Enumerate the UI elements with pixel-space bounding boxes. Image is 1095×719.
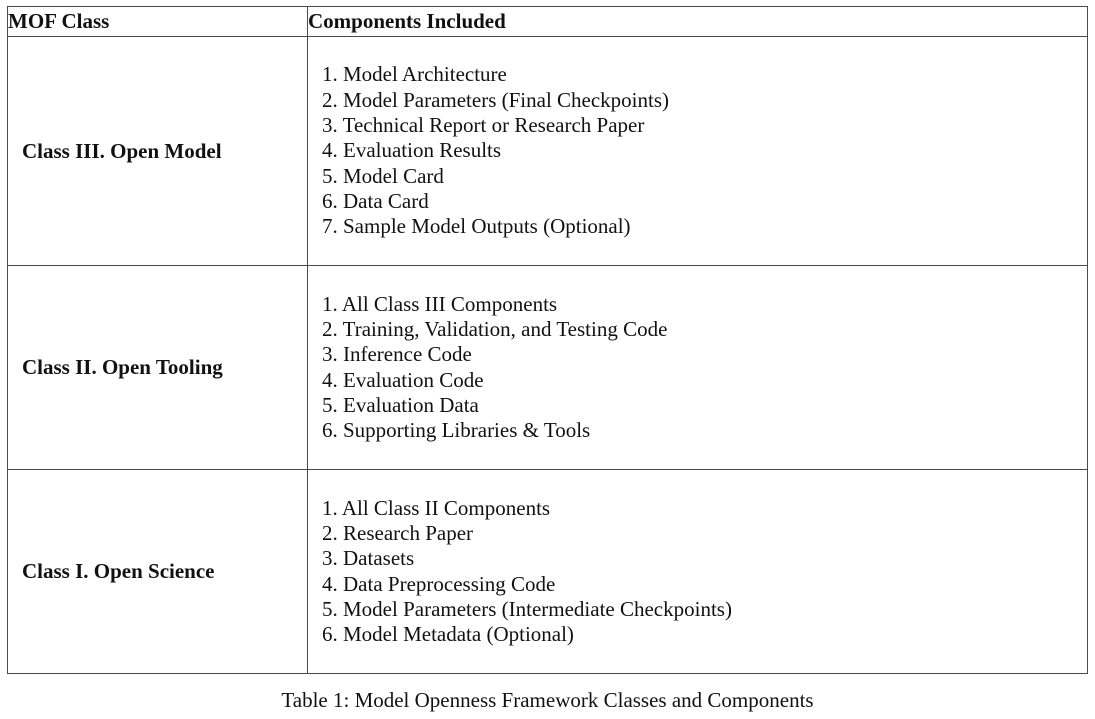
class-name-cell: Class III. Open Model [8, 37, 308, 266]
table-header-row [8, 7, 1088, 37]
component-item: 1. All Class III Components [322, 291, 558, 316]
component-item: 4. Data Preprocessing Code [322, 571, 556, 596]
component-item: 3. Datasets [322, 546, 415, 571]
table-row [8, 266, 1088, 470]
table-row [8, 470, 1088, 674]
components-cell [308, 37, 1088, 266]
component-item: 5. Model Card [322, 163, 444, 188]
component-item: 2. Model Parameters (Final Checkpoints) [322, 87, 670, 112]
header-components-included: Components Included [308, 7, 1088, 37]
component-item: 6. Model Metadata (Optional) [322, 622, 574, 647]
component-item: 6. Supporting Libraries & Tools [322, 418, 591, 443]
component-item: 1. Model Architecture [322, 62, 507, 87]
component-item: 7. Sample Model Outputs (Optional) [322, 214, 631, 239]
component-item: 3. Technical Report or Research Paper [322, 113, 645, 138]
class-name-cell: Class II. Open Tooling [8, 266, 308, 470]
class-name-cell: Class I. Open Science [8, 470, 308, 674]
component-item: 5. Model Parameters (Intermediate Checkpoints) [322, 596, 732, 621]
component-item: 6. Data Card [322, 188, 429, 213]
component-item: 2. Training, Validation, and Testing Code [322, 316, 668, 341]
component-item: 1. All Class II Components [322, 495, 551, 520]
table-caption: Table 1: Model Openness Framework Classes and Components [281, 688, 814, 712]
components-cell [308, 470, 1088, 674]
component-item: 5. Evaluation Data [322, 392, 479, 417]
mof-classes-table [7, 6, 1088, 674]
components-list [322, 496, 1087, 648]
component-item: 4. Evaluation Results [322, 138, 502, 163]
component-item: 2. Research Paper [322, 520, 474, 545]
components-list [322, 292, 1087, 444]
header-mof-class: MOF Class [8, 7, 308, 37]
component-item: 4. Evaluation Code [322, 367, 484, 392]
components-cell [308, 266, 1088, 470]
components-list [322, 62, 1087, 239]
table-row [8, 37, 1088, 266]
component-item: 3. Inference Code [322, 342, 472, 367]
